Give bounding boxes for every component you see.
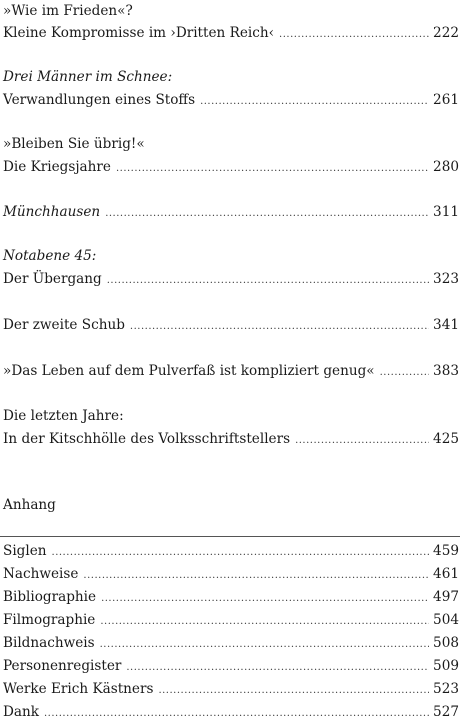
dot-leader [130,316,429,338]
toc-entry [3,360,461,382]
toc-entry [3,89,461,111]
dot-leader [105,203,429,225]
toc-entry-title: Verwandlungen eines Stoffs [3,92,196,108]
toc-entry-page-number: 261 [433,92,459,108]
dot-leader [126,657,429,679]
toc-entry-page-number: 311 [433,204,459,220]
toc-entry [3,540,461,562]
toc-entry [3,586,461,608]
toc-entry [3,156,461,178]
toc-entry-page-number: 509 [433,658,459,674]
dot-leader [101,588,429,610]
toc-entry [3,655,461,677]
dot-leader [158,680,429,702]
dot-leader [44,703,429,725]
toc-entry [3,405,461,427]
toc-entry [3,245,461,267]
dot-leader [279,24,429,46]
toc-entry-page-number: 508 [433,635,459,651]
toc-entry-title: »Bleiben Sie übrig!« [3,136,145,152]
toc-entry [3,22,461,44]
toc-entry [3,632,461,654]
toc-entry-title: Münchhausen [3,204,101,220]
toc-entry-title: Personenregister [3,658,122,674]
toc-entry-page-number: 523 [433,681,459,697]
toc-entry [3,678,461,700]
toc-entry-title: Kleine Kompromisse im ›Dritten Reich‹ [3,25,275,41]
toc-entry-title: Bildnachweis [3,635,95,651]
dot-leader [52,542,430,564]
toc-entry-title: In der Kitschhölle des Volksschriftstellers [3,431,291,447]
toc-entry [3,133,461,155]
toc-entry-title: Der Übergang [3,271,102,287]
toc-entry [3,201,461,223]
dot-leader [100,634,429,656]
dot-leader [116,158,429,180]
toc-entry-page-number: 461 [433,566,459,582]
toc-entry-title: Bibliographie [3,589,97,605]
toc-entry-title: »Wie im Frieden«? [3,3,133,19]
dot-leader [83,565,429,587]
toc-entry-page-number: 497 [433,589,459,605]
dot-leader [100,611,429,633]
toc-entry-title: Werke Erich Kästners [3,681,154,697]
toc-entry [3,494,461,516]
dot-leader [107,270,429,292]
toc-entry-title: Anhang [3,497,56,513]
toc-entry [3,268,461,290]
toc-entry-page-number: 459 [433,543,459,559]
toc-entry-title: Die letzten Jahre: [3,408,124,424]
toc-entry-page-number: 383 [433,363,459,379]
toc-entry [3,0,461,22]
toc-entry-title: »Das Leben auf dem Pulverfaß ist kompliziert genug« [3,363,375,379]
toc-entry-title: Dank [3,704,39,720]
toc-entry-page-number: 527 [433,704,459,720]
toc-entry-title: Notabene 45: [3,248,97,264]
toc-entry [3,609,461,631]
toc-entry [3,314,461,336]
toc-entry-title: Filmographie [3,612,96,628]
dot-leader [380,362,429,384]
toc-entry-title: Nachweise [3,566,79,582]
toc-entry-title: Die Kriegsjahre [3,159,111,175]
toc-entry-page-number: 341 [433,317,459,333]
toc-entry-page-number: 425 [433,431,459,447]
toc-entry-title: Drei Männer im Schnee: [3,69,173,85]
section-divider [0,536,460,537]
toc-entry [3,66,461,88]
toc-entry-page-number: 222 [433,25,459,41]
toc-entry-title: Der zweite Schub [3,317,125,333]
dot-leader [295,430,429,452]
toc-entry-page-number: 504 [433,612,459,628]
toc-entry [3,428,461,450]
toc-entry [3,563,461,585]
toc-entry-page-number: 323 [433,271,459,287]
toc-entry-title: Siglen [3,543,47,559]
dot-leader [200,91,429,113]
toc-entry-page-number: 280 [433,159,459,175]
